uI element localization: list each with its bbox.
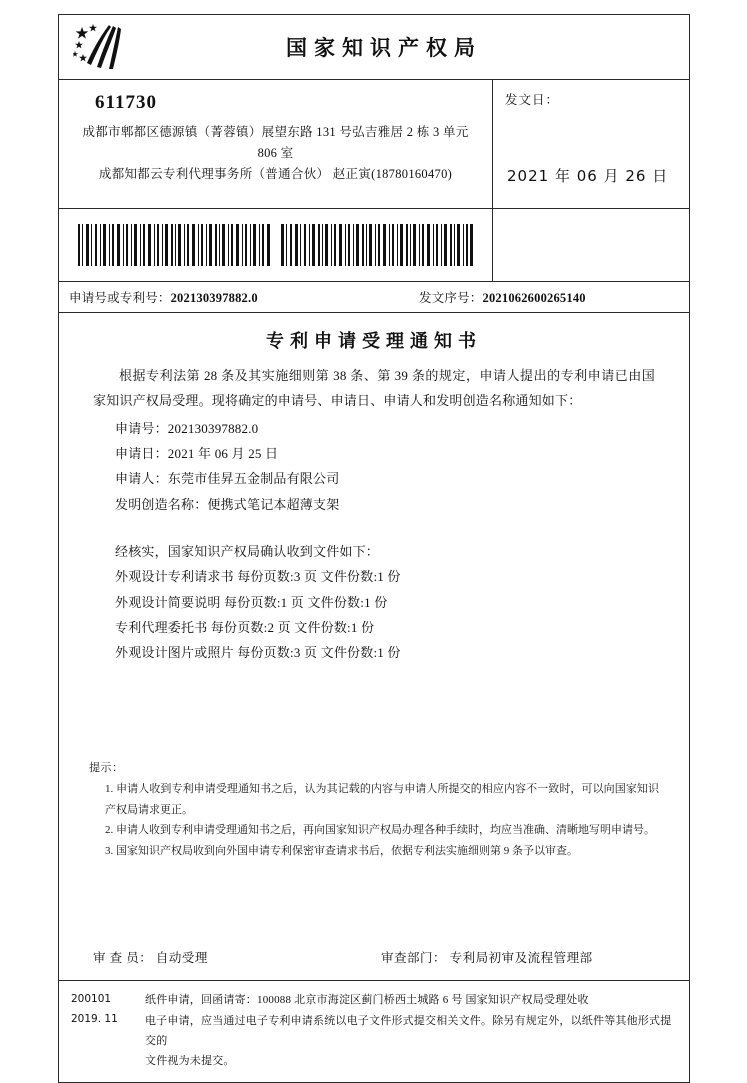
dispatch-number-value: 2021062600265140 <box>482 291 586 305</box>
footer-codes <box>71 990 145 1071</box>
intro-paragraph: 根据专利法第 28 条及其实施细则第 38 条、第 39 条的规定，申请人提出的专利申请已由国家知识产权局受理。现将确定的申请号、申请日、申请人和发明创造名称通知如下： <box>93 368 655 409</box>
department-cell <box>381 948 655 966</box>
note-item: 3. 国家知识产权局收到向外国申请专利保密审查请求书后，依据专利法实施细则第 9 条予以审查。 <box>105 845 578 858</box>
footer-line: 纸件申请，回函请寄：100088 北京市海淀区蓟门桥西土城路 6 号 国家知识产权局受理处收 <box>145 994 589 1007</box>
document-footer <box>59 980 689 1081</box>
received-documents <box>93 539 655 666</box>
barcode-group <box>59 209 493 281</box>
issue-date-block <box>493 80 689 208</box>
notes-title: 提示： <box>89 761 124 774</box>
application-number-label: 申请号或专利号： <box>69 291 171 305</box>
document-item: 专利代理委托书 每份页数:2 页 文件份数:1 份 <box>115 620 375 636</box>
documents-intro: 经核实，国家知识产权局确认收到文件如下： <box>115 544 380 560</box>
document-item: 外观设计专利请求书 每份页数:3 页 文件份数:1 份 <box>115 569 401 585</box>
national-emblem-icon <box>59 23 139 71</box>
document-body <box>59 363 689 666</box>
document-header <box>59 15 689 80</box>
footer-code: 200101 <box>71 993 112 1006</box>
addressee-block <box>59 80 493 208</box>
footer-line: 文件视为未提交。 <box>145 1055 235 1068</box>
addressee-row <box>59 80 689 209</box>
footer-line: 电子申请，应当通过电子专利申请系统以电子文件形式提交相关文件。除另有规定外，以纸件等其他形式提交的 <box>145 1014 672 1047</box>
agent-line: 成都知都云专利代理事务所（普通合伙） 赵正寅(18780160470) <box>98 167 453 182</box>
body-bottom-spacer <box>59 666 689 758</box>
barcode-dispatch-icon <box>281 224 473 266</box>
address-line-2: 806 室 <box>257 145 294 160</box>
dispatch-number-cell <box>419 288 689 306</box>
footer-text <box>145 990 677 1071</box>
application-fields <box>93 416 655 517</box>
note-item: 2. 申请人收到专利申请受理通知书之后，再向国家知识产权局办理各种手续时，均应当准确、清晰地写明申请号。 <box>105 824 655 837</box>
notice-document <box>58 14 690 1083</box>
numbers-row <box>59 282 689 313</box>
notes-bottom-spacer <box>59 862 689 922</box>
application-number-cell <box>59 288 419 306</box>
examiner-label: 审 查 员： <box>93 951 153 966</box>
document-item: 外观设计简要说明 每份页数:1 页 文件份数:1 份 <box>115 594 388 610</box>
footer-version: 2019. 11 <box>71 1012 118 1025</box>
postal-code: 611730 <box>95 92 157 113</box>
field-applicant: 申请人：东莞市佳昇五金制品有限公司 <box>115 471 340 487</box>
org-title: 国家知识产权局 <box>286 36 482 60</box>
barcode-application-icon <box>78 224 270 266</box>
examiner-cell <box>93 948 381 966</box>
department-value: 专利局初审及流程管理部 <box>449 951 593 966</box>
dispatch-number-label: 发文序号： <box>419 291 483 305</box>
field-invention-title: 发明创造名称：便携式笔记本超薄支架 <box>115 496 340 512</box>
document-item: 外观设计图片或照片 每份页数:3 页 文件份数:1 份 <box>115 645 401 661</box>
notes-section <box>59 758 689 862</box>
address-line-1: 成都市郫都区德源镇（菁蓉镇）展望东路 131 号弘吉雅居 2 栋 3 单元 <box>82 125 469 139</box>
department-label: 审查部门： <box>381 951 447 966</box>
note-item: 1. 申请人收到专利申请受理通知书之后，认为其记载的内容与申请人所提交的相应内容不一致时，可以向国家知识产权局请求更正。 <box>105 782 659 816</box>
barcode-row <box>59 209 689 282</box>
examiner-value: 自动受理 <box>155 951 208 966</box>
body-spacer <box>93 517 655 539</box>
field-application-date: 申请日：2021 年 06 月 25 日 <box>115 446 279 462</box>
signature-row <box>59 948 689 966</box>
issue-date-value: 2021 年 06 月 26 日 <box>507 167 669 185</box>
issue-date-label: 发文日： <box>505 93 560 107</box>
page-title: 专利申请受理通知书 <box>266 331 482 351</box>
application-number-value: 202130397882.0 <box>170 291 258 305</box>
field-application-number: 申请号：202130397882.0 <box>115 420 259 436</box>
